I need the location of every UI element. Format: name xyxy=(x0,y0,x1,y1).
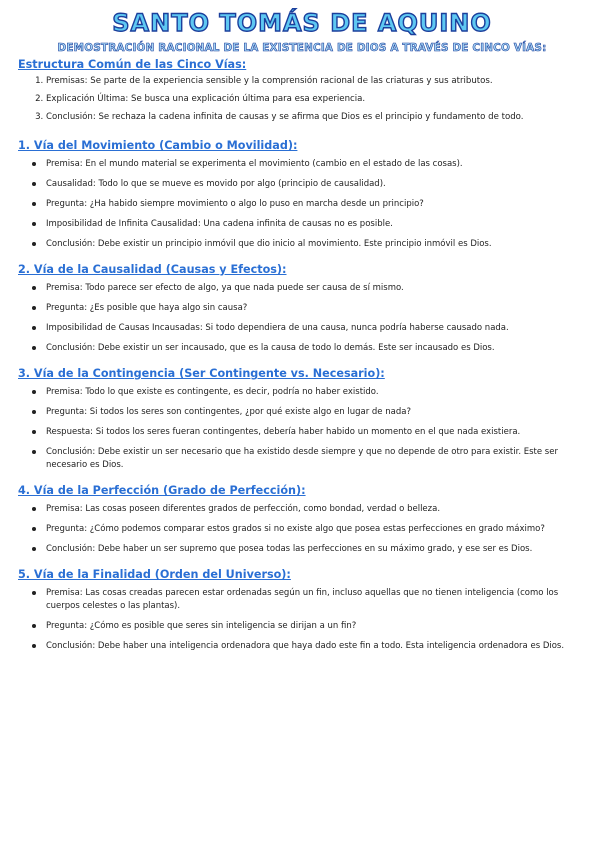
list-item-text: Conclusión: Debe haber una inteligencia ordenadora que haya dado este fin a todo. Esta inteligencia ordenadora es Dios. xyxy=(46,641,565,651)
bullet-icon xyxy=(32,306,36,310)
list-item-text: Pregunta: ¿Ha habido siempre movimiento o algo lo puso en marcha desde un principio? xyxy=(46,199,424,209)
list-item xyxy=(46,342,586,355)
page-title: SANTO TOMÁS DE AQUINO xyxy=(112,9,492,37)
section-list xyxy=(18,587,586,653)
list-item-text: Premisa: En el mundo material se experimenta el movimiento (cambio en el estado de las cosas). xyxy=(46,159,463,169)
section-heading: 1. Vía del Movimiento (Cambio o Movilidad): xyxy=(18,139,298,152)
section-list xyxy=(18,386,586,472)
bullet-icon xyxy=(32,624,36,628)
bullet-icon xyxy=(32,644,36,648)
list-item xyxy=(46,178,586,191)
list-item-text: Premisa: Las cosas creadas parecen estar ordenadas según un fin, incluso aquellas que no tienen inteligencia (como los cuerpos celestes o las plantas). xyxy=(46,588,559,611)
list-item-text: Conclusión: Debe haber un ser supremo que posea todas las perfecciones en su máximo grado, y ese ser es Dios. xyxy=(46,544,533,554)
bullet-icon xyxy=(32,182,36,186)
bullet-icon xyxy=(32,410,36,414)
bullet-icon xyxy=(32,547,36,551)
section-heading: 4. Vía de la Perfección (Grado de Perfección): xyxy=(18,484,306,497)
list-item xyxy=(46,406,586,419)
section-list xyxy=(18,503,586,556)
list-item xyxy=(46,282,586,295)
bullet-icon xyxy=(32,346,36,350)
list-item-text: Imposibilidad de Causas Incausadas: Si todo dependiera de una causa, nunca podría haberse causado nada. xyxy=(46,323,509,333)
intro-heading: Estructura Común de las Cinco Vías: xyxy=(18,58,247,71)
section-heading: 2. Vía de la Causalidad (Causas y Efectos): xyxy=(18,263,287,276)
intro-item: 3. Conclusión: Se rechaza la cadena infinita de causas y se afirma que Dios es el principio y fundamento de todo. xyxy=(46,111,586,123)
bullet-icon xyxy=(32,430,36,434)
bullet-icon xyxy=(32,390,36,394)
list-item xyxy=(46,620,586,633)
list-item-text: Pregunta: ¿Cómo podemos comparar estos grados si no existe algo que posea estas perfecciones en grado máximo? xyxy=(46,524,545,534)
intro-item: 2. Explicación Última: Se busca una explicación última para esa experiencia. xyxy=(46,93,586,105)
list-item xyxy=(46,640,586,653)
bullet-icon xyxy=(32,591,36,595)
intro-list xyxy=(18,75,586,123)
list-item-text: Conclusión: Debe existir un ser necesario que ha existido desde siempre y que no depende de otro para existir. Este ser necesario es Dios. xyxy=(46,447,558,470)
bullet-icon xyxy=(32,450,36,454)
bullet-icon xyxy=(32,242,36,246)
bullet-icon xyxy=(32,222,36,226)
list-item xyxy=(46,503,586,516)
bullet-icon xyxy=(32,202,36,206)
list-item xyxy=(46,587,586,613)
section-list xyxy=(18,158,586,251)
list-item xyxy=(46,218,586,231)
list-item xyxy=(46,302,586,315)
bullet-icon xyxy=(32,326,36,330)
intro-item: 1. Premisas: Se parte de la experiencia sensible y la comprensión racional de las criaturas y sus atributos. xyxy=(46,75,586,87)
list-item-text: Conclusión: Debe existir un ser incausado, que es la causa de todo lo demás. Este ser incausado es Dios. xyxy=(46,343,495,353)
list-item xyxy=(46,426,586,439)
list-item xyxy=(46,158,586,171)
list-item xyxy=(46,386,586,399)
section-heading: 5. Vía de la Finalidad (Orden del Universo): xyxy=(18,568,291,581)
list-item xyxy=(46,523,586,536)
list-item xyxy=(46,446,586,472)
list-item-text: Pregunta: ¿Es posible que haya algo sin causa? xyxy=(46,303,248,313)
list-item xyxy=(46,198,586,211)
section-via-perfeccion xyxy=(18,484,586,556)
list-item xyxy=(46,543,586,556)
list-item-text: Premisa: Las cosas poseen diferentes grados de perfección, como bondad, verdad o belleza. xyxy=(46,504,441,514)
section-list xyxy=(18,282,586,355)
list-item xyxy=(46,238,586,251)
bullet-icon xyxy=(32,286,36,290)
list-item-text: Imposibilidad de Infinita Causalidad: Una cadena infinita de causas no es posible. xyxy=(46,219,393,229)
list-item-text: Respuesta: Si todos los seres fueran contingentes, debería haber habido un momento en el que nada existiera. xyxy=(46,427,521,437)
section-via-contingencia xyxy=(18,367,586,472)
list-item-text: Premisa: Todo lo que existe es contingente, es decir, podría no haber existido. xyxy=(46,387,379,397)
list-item-text: Conclusión: Debe existir un principio inmóvil que dio inicio al movimiento. Este principio inmóvil es Dios. xyxy=(46,239,492,249)
list-item-text: Premisa: Todo parece ser efecto de algo, ya que nada puede ser causa de sí mismo. xyxy=(46,283,404,293)
section-via-causalidad xyxy=(18,263,586,355)
list-item-text: Pregunta: Si todos los seres son contingentes, ¿por qué existe algo en lugar de nada? xyxy=(46,407,411,417)
list-item-text: Causalidad: Todo lo que se mueve es movido por algo (principio de causalidad). xyxy=(46,179,386,189)
bullet-icon xyxy=(32,527,36,531)
section-heading: 3. Vía de la Contingencia (Ser Contingente vs. Necesario): xyxy=(18,367,385,380)
page-subtitle: DEMOSTRACIÓN RACIONAL DE LA EXISTENCIA DE DIOS A TRAVÉS DE CINCO VÍAS: xyxy=(57,42,547,54)
section-via-finalidad xyxy=(18,568,586,653)
section-via-movimiento xyxy=(18,139,586,251)
list-item-text: Pregunta: ¿Cómo es posible que seres sin inteligencia se dirijan a un fin? xyxy=(46,621,357,631)
list-item xyxy=(46,322,586,335)
bullet-icon xyxy=(32,162,36,166)
bullet-icon xyxy=(32,507,36,511)
